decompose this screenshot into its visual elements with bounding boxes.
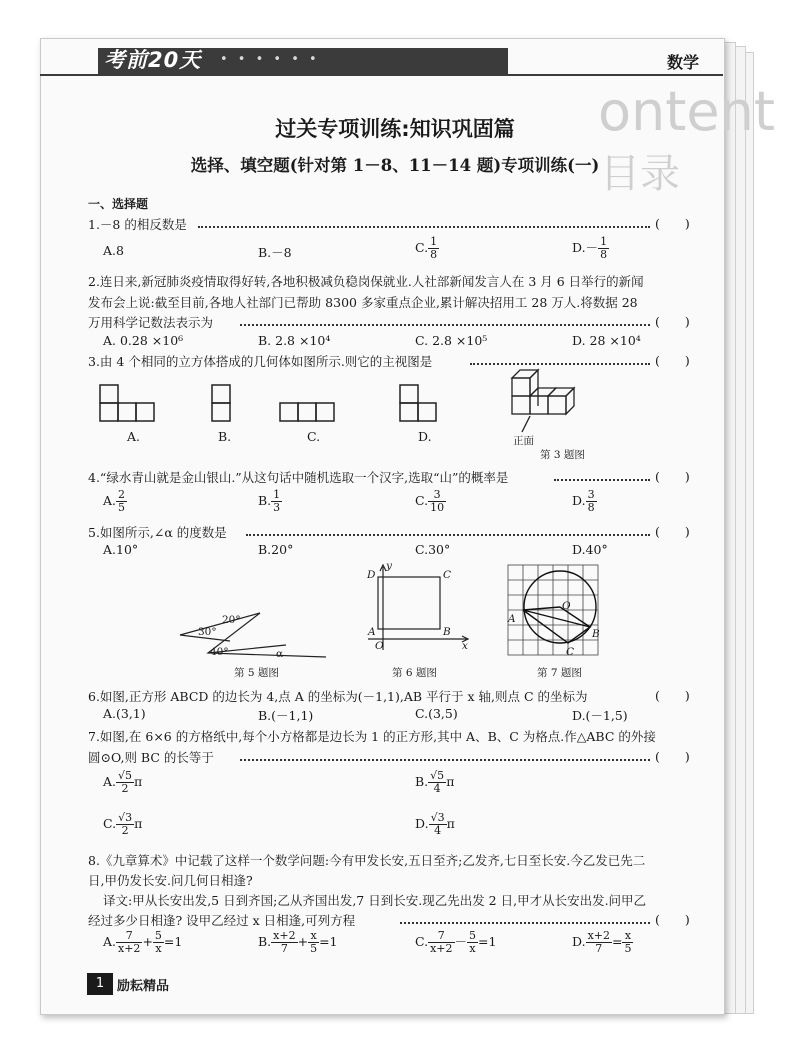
q1-leader <box>198 226 650 228</box>
q4-b-frac <box>271 489 282 514</box>
q1-c-num: 1 <box>430 235 438 248</box>
fig6-square <box>378 577 440 629</box>
fig7-diagram <box>508 565 604 661</box>
q6-paren: ( ) <box>655 688 690 703</box>
fig6-label-a: A <box>368 626 376 638</box>
q4-a-num: 2 <box>118 488 126 501</box>
q8-c-eq: =1 <box>478 934 497 950</box>
q7-b-den: 4 <box>433 782 441 796</box>
q8-c-op: － <box>454 934 468 950</box>
q3-solid-figure <box>508 366 608 436</box>
brand-label: 励耘精品 <box>117 979 170 994</box>
q1-option-d <box>572 236 609 261</box>
q3-cube-front-bottom <box>512 396 530 414</box>
q8-b-prefix: B. <box>258 934 272 950</box>
q8-b-f2-den: 5 <box>310 942 318 956</box>
q8-a-f1-num: 7 <box>116 930 142 943</box>
q7-b-pi: π <box>446 774 455 790</box>
q7-a-frac <box>116 770 134 795</box>
subject-label: 数学 <box>666 53 699 72</box>
q3-view-c <box>280 403 340 425</box>
q5-stem: 5.如图所示,∠α 的度数是 <box>88 525 227 540</box>
q1-option-b: B.－8 <box>258 245 292 260</box>
q1-option-c <box>415 236 439 261</box>
page-number: 1 <box>87 973 113 995</box>
q8-b-op: + <box>297 934 309 950</box>
ghost-big-text: 目录 <box>600 151 680 197</box>
q8-d-f2-den: 5 <box>624 942 632 956</box>
q5-leader <box>246 534 650 536</box>
q8-a-prefix: A. <box>103 934 117 950</box>
q8-c-f2-num: 5 <box>469 929 477 942</box>
fig7-label-c: C <box>566 646 575 658</box>
header-band <box>40 48 723 78</box>
q8-paren: ( ) <box>655 912 690 927</box>
fig5-label-20: 20° <box>222 614 241 626</box>
fig6-label-o: O <box>375 640 384 652</box>
q3-c-cell-2 <box>298 403 316 421</box>
fig5-label-30: 30° <box>198 626 217 638</box>
q8-b-f1-num: x+2 <box>273 929 296 942</box>
q8-c-frac2 <box>467 930 478 955</box>
fig6-label-d: D <box>367 569 376 581</box>
q7-c-den: 2 <box>121 824 129 838</box>
q8-a-f2-num: 5 <box>154 929 162 942</box>
section-heading: 一、选择题 <box>88 197 149 211</box>
q6-option-d: D.(－1,5) <box>572 708 628 723</box>
q4-option-b <box>258 489 282 514</box>
q7-d-frac <box>429 812 447 837</box>
q8-c-prefix: C. <box>415 934 429 950</box>
header-dots: • • • • • • <box>220 52 320 67</box>
q1-d-den: 8 <box>600 248 608 262</box>
fig5-caption: 第 5 题图 <box>234 667 279 679</box>
q8-option-a <box>103 930 182 955</box>
q4-option-a <box>103 489 127 514</box>
q3-b-cell-1 <box>212 385 230 403</box>
q2-option-b: B. 2.8 ×10⁴ <box>258 333 331 348</box>
q4-d-num: 3 <box>587 488 595 501</box>
q5-option-a: A.10° <box>103 542 139 557</box>
q7-c-pi: π <box>134 816 143 832</box>
q3-paren: ( ) <box>655 353 690 368</box>
q7-line1: 7.如图,在 6×6 的方格纸中,每个小方格都是边长为 1 的正方形,其中 A、B、C 为格点.作△ABC 的外接 <box>88 729 656 744</box>
q3-cube3-side <box>566 388 574 414</box>
q1-c-den: 8 <box>430 248 438 262</box>
q3-view-b <box>212 385 242 425</box>
q8-d-frac2 <box>622 930 633 955</box>
q3-option-b: B. <box>218 429 232 444</box>
q4-b-num: 1 <box>273 488 281 501</box>
q8-leader <box>400 922 650 924</box>
q8-line2: 日,甲仍发长安.问几何日相逢? <box>88 873 253 888</box>
q2-option-c: C. 2.8 ×10⁵ <box>415 333 488 348</box>
q3-b-cell-2 <box>212 403 230 421</box>
page-subtitle: 选择、填空题(针对第 1－8、11－14 题)专项训练(一) <box>190 156 600 175</box>
q8-b-frac2 <box>308 930 319 955</box>
q4-option-c <box>415 489 446 514</box>
q3-cube-front-top <box>512 378 530 396</box>
fig6-label-c: C <box>443 569 452 581</box>
q5-paren: ( ) <box>655 524 690 539</box>
q8-line3: 译文:甲从长安出发,5 日到齐国;乙从齐国出发,7 日到长安.现乙先出发 2 日,甲才从长安出发.问甲乙 <box>103 893 647 908</box>
q7-b-num: √5 <box>430 769 445 782</box>
q8-d-f1-den: 7 <box>595 942 603 956</box>
fig7-caption: 第 7 题图 <box>537 667 582 679</box>
header-rule <box>40 74 723 76</box>
q8-c-f1-num: 7 <box>428 930 454 943</box>
fig6-caption: 第 6 题图 <box>392 667 437 679</box>
q7-a-den: 2 <box>121 782 129 796</box>
ghost-corner-text: ontent <box>598 80 776 143</box>
q7-d-den: 4 <box>434 824 442 838</box>
q8-a-f1-den: x+2 <box>118 942 141 956</box>
q8-d-f1-num: x+2 <box>587 929 610 942</box>
fig7-grid-lines <box>508 565 598 655</box>
q2-paren: ( ) <box>655 314 690 329</box>
q3-a-cell-2 <box>100 403 118 421</box>
q7-a-pi: π <box>134 774 143 790</box>
q4-stem: 4.“绿水青山就是金山银山.”从这句话中随机选取一个汉字,选取“山”的概率是 <box>88 470 509 485</box>
q4-c-den: 10 <box>430 501 445 515</box>
q3-option-a: A. <box>127 429 141 444</box>
q8-d-f2-num: x <box>622 930 633 943</box>
fig7-label-b: B <box>592 628 600 640</box>
q3-d-cell-3 <box>418 403 436 421</box>
q4-c-frac <box>428 489 446 514</box>
q1-stem: 1.－8 的相反数是 <box>88 217 187 232</box>
q4-paren: ( ) <box>655 469 690 484</box>
q8-a-frac1 <box>116 930 142 955</box>
q3-d-cell-1 <box>400 385 418 403</box>
q7-d-prefix: D. <box>415 816 429 832</box>
q8-d-frac1 <box>586 930 612 955</box>
q2-line1: 2.连日来,新冠肺炎疫情取得好转,各地积极减负稳岗保就业.人社部新闻发言人在 3 月 6 日举行的新闻 <box>88 274 644 289</box>
q3-a-cell-3 <box>118 403 136 421</box>
q7-a-num: √5 <box>118 769 133 782</box>
q7-c-prefix: C. <box>103 816 117 832</box>
q4-c-num: 3 <box>428 489 446 502</box>
q1-paren: ( ) <box>655 216 690 231</box>
q7-option-d <box>415 812 455 837</box>
q3-front-arrow <box>522 416 530 432</box>
q8-c-f1-den: x+2 <box>430 942 453 956</box>
q2-option-d: D. 28 ×10⁴ <box>572 333 641 348</box>
q7-option-b <box>415 770 454 795</box>
q8-d-op: = <box>611 934 623 950</box>
q8-c-frac1 <box>428 930 454 955</box>
q4-a-den: 5 <box>118 501 126 515</box>
q7-d-pi: π <box>446 816 455 832</box>
q8-b-f1-den: 7 <box>280 942 288 956</box>
q7-line2: 圆⊙O,则 BC 的长等于 <box>88 750 214 765</box>
q8-a-f2-den: x <box>155 942 162 956</box>
q6-option-c: C.(3,5) <box>415 706 458 721</box>
q7-a-prefix: A. <box>103 774 117 790</box>
q4-b-prefix: B. <box>258 493 272 509</box>
q1-d-num: 1 <box>600 235 608 248</box>
q7-b-prefix: B. <box>415 774 429 790</box>
q1-c-frac <box>428 236 439 261</box>
series-logo: 考前20天 <box>104 48 202 72</box>
q3-c-cell-1 <box>280 403 298 421</box>
fig6-label-y: y <box>386 560 392 572</box>
q8-b-eq: =1 <box>319 934 338 950</box>
q1-d-frac <box>598 236 609 261</box>
q8-a-eq: =1 <box>163 934 183 950</box>
q6-option-b: B.(－1,1) <box>258 708 314 723</box>
fig7-label-o: O <box>562 600 571 612</box>
q3-d-cell-2 <box>400 403 418 421</box>
q4-c-prefix: C. <box>415 493 429 509</box>
fig6-label-b: B <box>443 626 451 638</box>
q4-d-frac <box>586 489 597 514</box>
q3-front-label: 正面 <box>513 435 534 447</box>
q8-option-c <box>415 930 496 955</box>
q6-option-a: A.(3,1) <box>103 706 146 721</box>
q3-view-d <box>400 385 450 425</box>
q7-option-c <box>103 812 142 837</box>
fig7-triangle <box>523 610 590 643</box>
q2-option-a: A. 0.28 ×10⁶ <box>103 333 184 348</box>
q8-option-d <box>572 930 633 955</box>
q8-a-op: + <box>142 934 153 950</box>
q3-view-a <box>100 385 170 425</box>
q8-line1: 8.《九章算术》中记载了这样一个数学问题:今有甲发长安,五日至齐;乙发齐,七日至长安.今乙发已先二 <box>88 853 646 868</box>
q7-option-a <box>103 770 142 795</box>
q8-option-b <box>258 930 338 955</box>
fig5-label-alpha: α <box>276 648 284 660</box>
q3-cube3-front <box>548 396 566 414</box>
q5-option-b: B.20° <box>258 542 294 557</box>
q4-a-prefix: A. <box>103 493 117 509</box>
q2-leader <box>240 324 650 326</box>
q4-d-prefix: D. <box>572 493 586 509</box>
q4-d-den: 8 <box>587 501 595 515</box>
q3-option-d: D. <box>418 429 432 444</box>
q7-d-num: √3 <box>430 811 445 824</box>
q1-d-prefix: D.－ <box>572 240 599 256</box>
q8-line4: 经过多少日相逢? 设甲乙经过 x 日相逢,可列方程 <box>88 913 356 928</box>
q4-b-den: 3 <box>273 501 281 515</box>
q3-stem: 3.由 4 个相同的立方体搭成的几何体如图所示.则它的主视图是 <box>88 354 433 369</box>
q3-option-c: C. <box>307 429 321 444</box>
q3-c-cell-3 <box>316 403 334 421</box>
q3-cube2-front <box>530 396 548 414</box>
q5-option-d: D.40° <box>572 542 608 557</box>
fig7-radius-a <box>523 607 560 610</box>
q3-a-cell-1 <box>100 385 118 403</box>
q3-a-cell-4 <box>136 403 154 421</box>
q8-b-frac1 <box>271 930 297 955</box>
q8-a-frac2 <box>153 930 164 955</box>
q2-line2: 发布会上说:截至目前,各地人社部门已帮助 8300 多家重点企业,累计解决招用工 28 万人.将数据 28 <box>88 295 638 310</box>
q4-a-frac <box>116 489 127 514</box>
fig7-label-a: A <box>508 613 516 625</box>
fig5-label-40: 40° <box>210 646 229 658</box>
q5-option-c: C.30° <box>415 542 451 557</box>
q8-c-f2-den: x <box>469 942 476 956</box>
page-title: 过关专项训练:知识巩固篇 <box>275 117 515 141</box>
q7-b-frac <box>428 770 446 795</box>
q4-leader <box>554 479 650 481</box>
q7-leader <box>240 759 650 761</box>
q7-paren: ( ) <box>655 749 690 764</box>
q8-b-f2-num: x <box>308 930 319 943</box>
q6-stem: 6.如图,正方形 ABCD 的边长为 4,点 A 的坐标为(－1,1),AB 平行于 x 轴,则点 C 的坐标为 <box>88 689 588 704</box>
q7-c-num: √3 <box>118 811 133 824</box>
q8-d-prefix: D. <box>572 934 586 950</box>
q1-option-a: A.8 <box>103 243 124 258</box>
q3-leader <box>470 363 650 365</box>
q3-fig-caption: 第 3 题图 <box>540 449 585 461</box>
q7-c-frac <box>116 812 134 837</box>
fig6-label-x: x <box>462 640 468 652</box>
q1-c-prefix: C. <box>415 240 429 256</box>
q2-line3: 万用科学记数法表示为 <box>88 315 214 330</box>
q4-option-d <box>572 489 597 514</box>
